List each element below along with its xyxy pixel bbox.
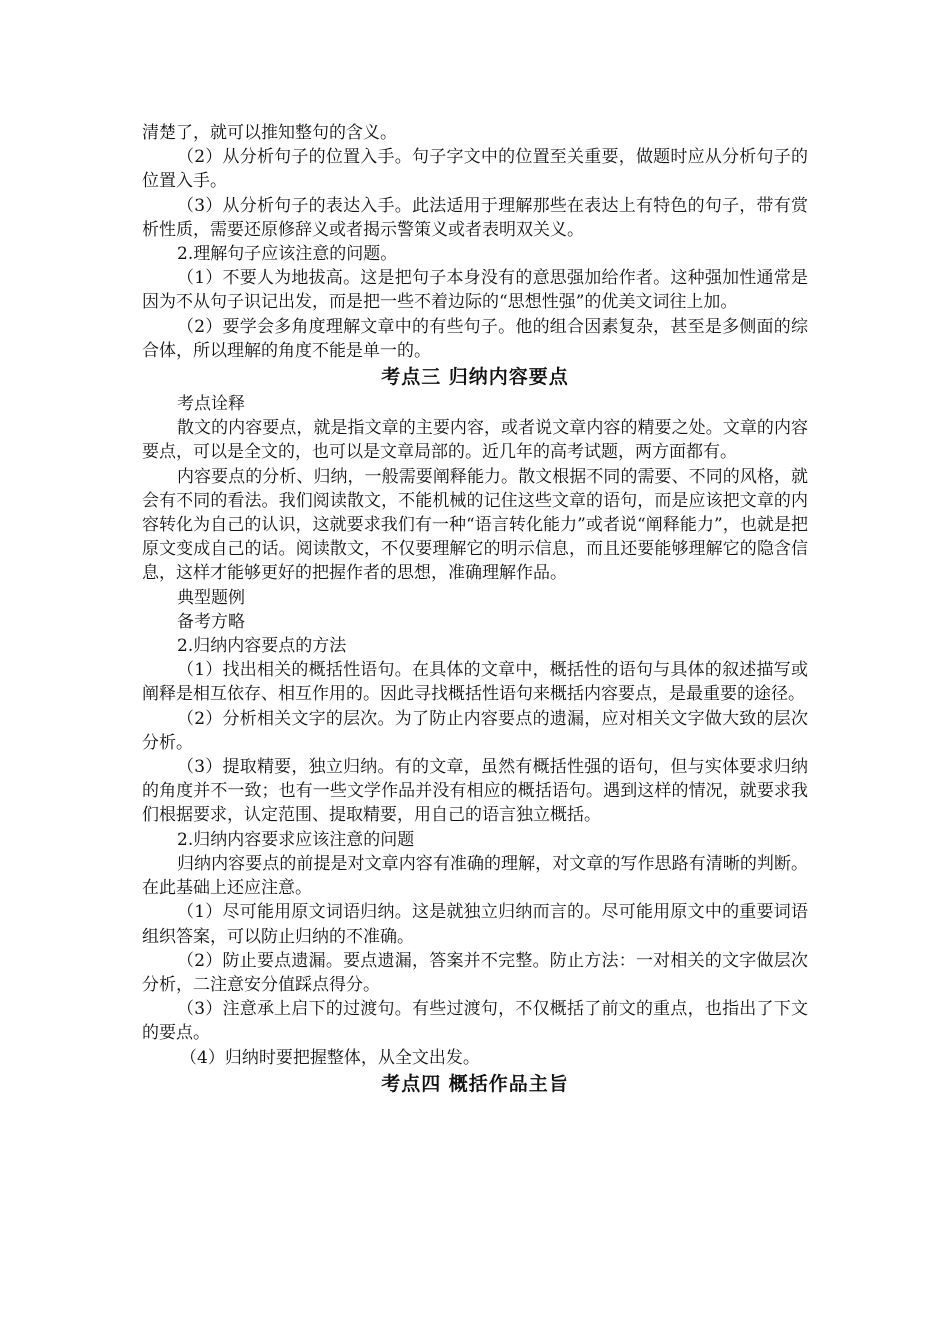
- paragraph-issue-1: （1）不要人为地拔高。这是把句子本身没有的意思强加给作者。这种强加性通常是因为不从句子识记出发，而是把一些不着边际的“思想性强”的优美文词往上加。: [142, 268, 808, 313]
- paragraph-note-1: （1）尽可能用原文词语归纳。这是就独立归纳而言的。尽可能用原文中的重要词语组织答案，可以防止归纳的不准确。: [142, 902, 808, 947]
- paragraph-issue-2: （2）要学会多角度理解文章中的有些句子。他的组合因素复杂，甚至是多侧面的综合体，所以理解的角度不能是单一的。: [142, 316, 808, 361]
- paragraph-method-3: （3）从分析句子的表达入手。此法适用于理解那些在表达上有特色的句子，带有赏析性质，需要还原修辞义或者揭示警策义或者表明双关义。: [142, 195, 808, 240]
- paragraph-notes-intro: 归纳内容要点的前提是对文章内容有准确的理解，对文章的写作思路有清晰的判断。在此基础上还应注意。: [142, 853, 808, 899]
- paragraph-method-item-1: （1）找出相关的概括性语句。在具体的文章中，概括性的语句与具体的叙述描写或阐释是相互依存、相互作用的。因此寻找概括性语句来概括内容要点，是最重要的途径。: [142, 660, 808, 705]
- section-heading-3: 考点三 归纳内容要点: [381, 366, 569, 389]
- paragraph-method-item-3: （3）提取精要，独立归纳。有的文章，虽然有概括性强的语句，但与实体要求归纳的角度并不一致；也有一些文学作品并没有相应的概括语句。遇到这样的情况，就要求我们根据要求，认定范围、提取精要，用自己的语言独立概括。: [142, 757, 808, 826]
- paragraph-method-item-2: （2）分析相关文字的层次。为了防止内容要点的遗漏，应对相关文字做大致的层次分析。: [142, 708, 808, 753]
- paragraph-explain-2: 内容要点的分析、归纳，一般需要阐释能力。散文根据不同的需要、不同的风格，就会有不同的看法。我们阅读散文，不能机械的记住这些文章的语句，而是应该把文章的内容转化为自己的认识，这就要求我们有一种“语言转化能力”或者说“阐释能力”，也就是把原文变成自己的话。阅读散文，不仅要理解它的明示信息，而且还要能够理解它的隐含信息，这样才能够更好的把握作者的思想，准确理解作品。: [142, 466, 808, 584]
- document-page: [142, 121, 808, 1099]
- paragraph-continuation: 清楚了，就可以推知整句的含义。: [142, 123, 397, 143]
- section-heading-4: 考点四 概括作品主旨: [381, 1072, 569, 1095]
- paragraph-explain-1: 散文的内容要点，就是指文章的主要内容，或者说文章内容的精要之处。文章的内容要点，可以是全文的，也可以是文章局部的。近几年的高考试题，两方面都有。: [142, 418, 808, 463]
- paragraph-note-4: （4）归纳时要把握整体，从全文出发。: [180, 1047, 480, 1068]
- paragraph-note-2: （2）防止要点遗漏。要点遗漏，答案并不完整。防止方法：一对相关的文字做层次分析，二注意安分值踩点得分。: [142, 950, 808, 995]
- label-strategy: 备考方略: [177, 611, 245, 632]
- paragraph-note-3: （3）注意承上启下的过渡句。有些过渡句，不仅概括了前文的重点，也指出了下文的要点。: [142, 999, 808, 1044]
- subheading-methods: 2.归纳内容要点的方法: [177, 636, 347, 657]
- paragraph-method-2: （2）从分析句子的位置入手。句子字文中的位置至关重要，做题时应从分析句子的位置入手。: [142, 147, 808, 192]
- subheading-sentence-issues: 2.理解句子应该注意的问题。: [177, 244, 398, 265]
- subheading-notes: 2.归纳内容要求应该注意的问题: [177, 829, 415, 850]
- label-example: 典型题例: [177, 587, 245, 608]
- label-explain: 考点诠释: [177, 394, 245, 415]
